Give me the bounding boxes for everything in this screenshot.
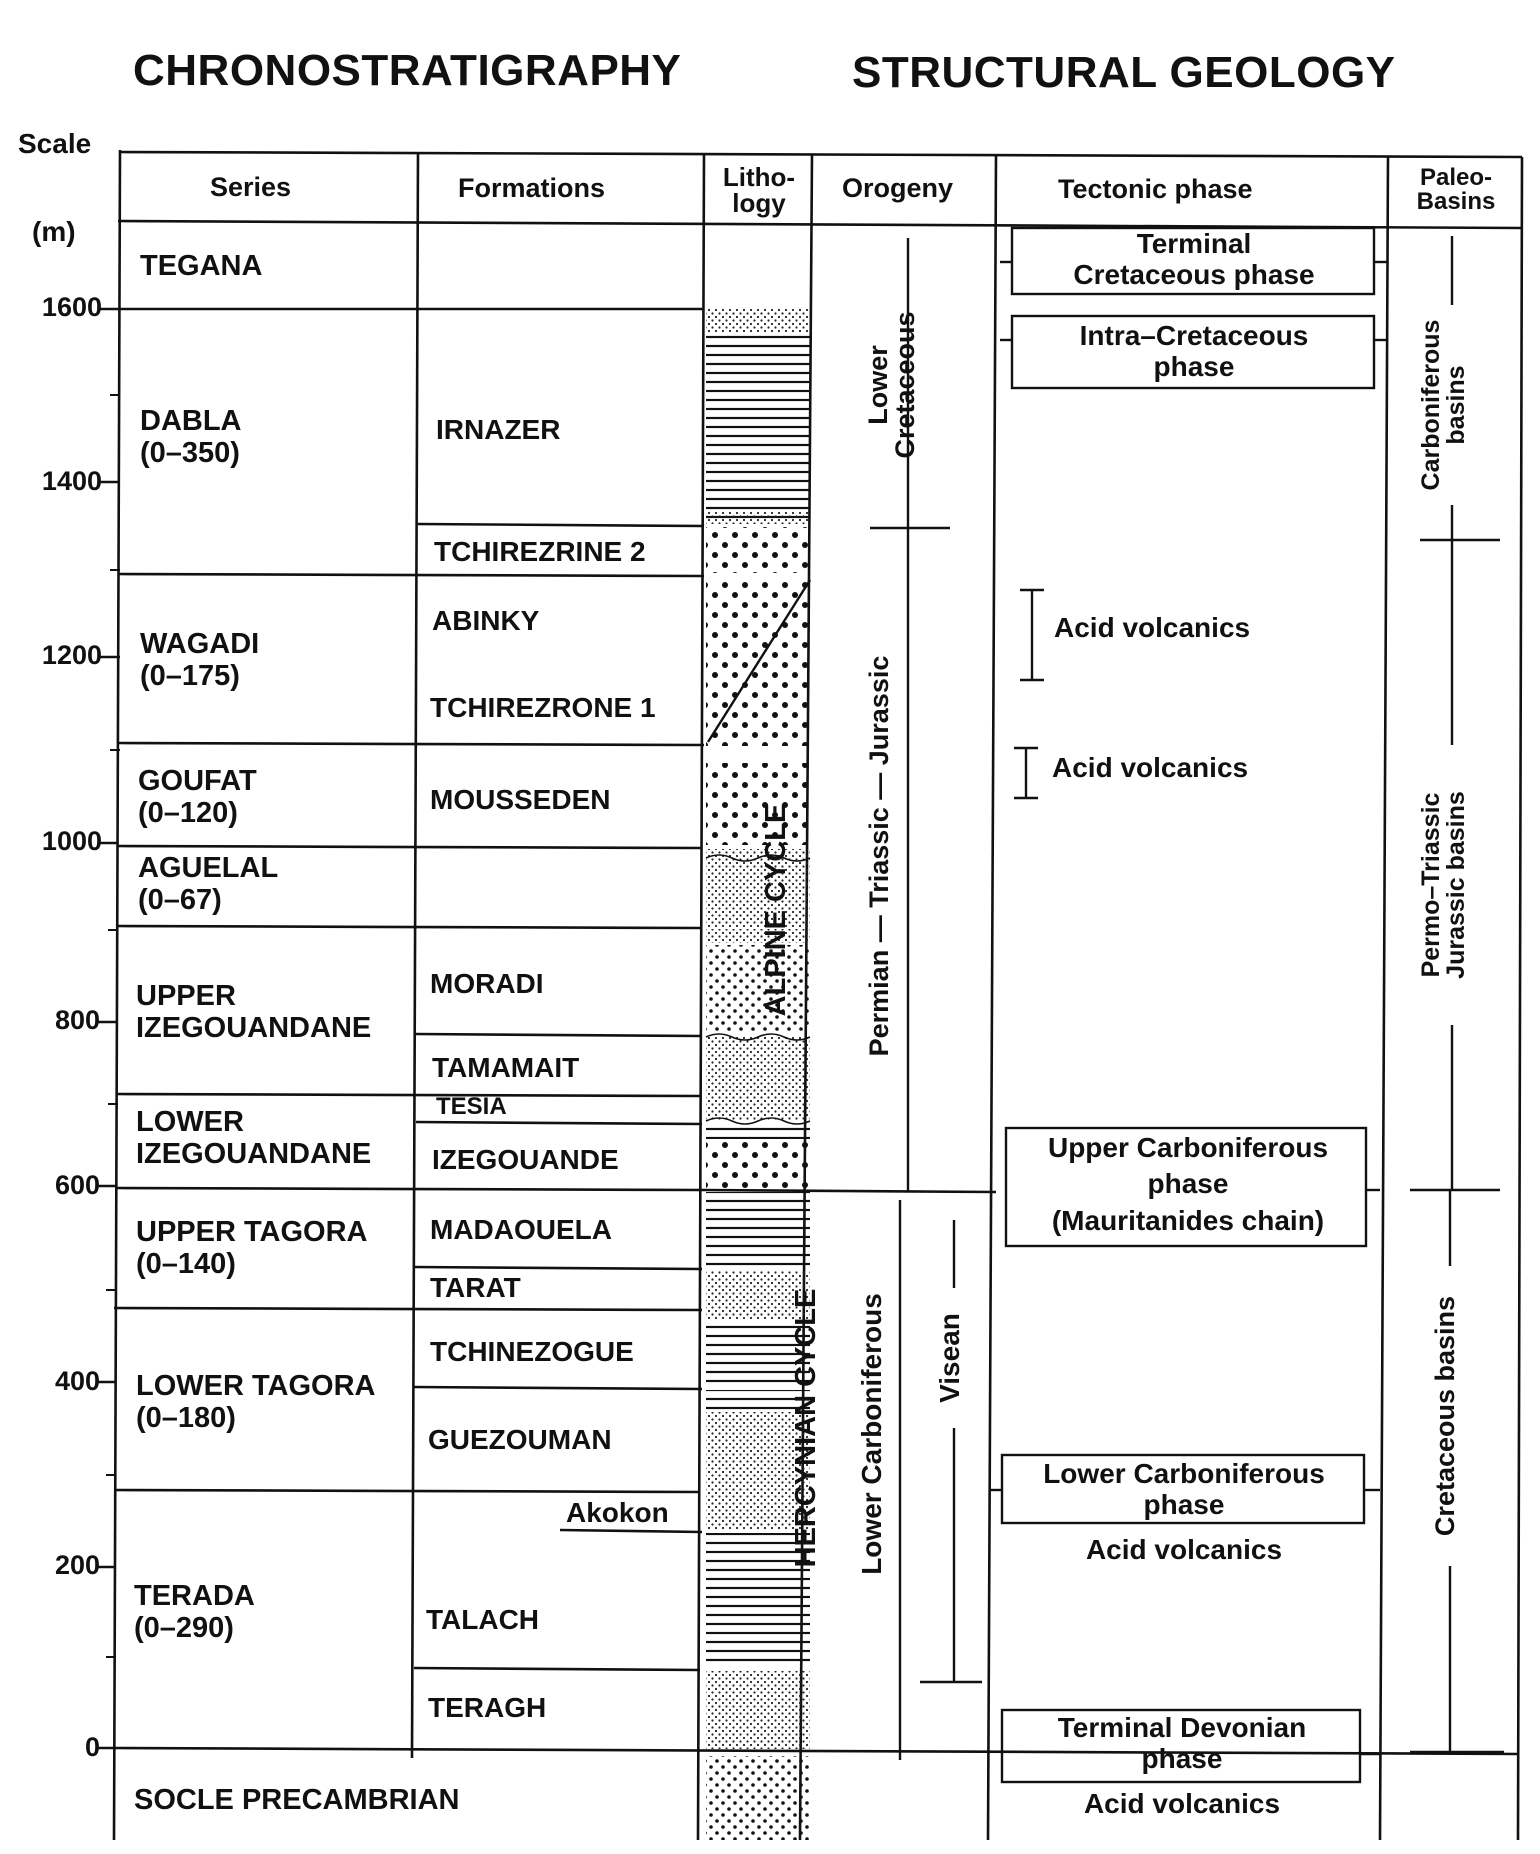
tectonic-acid-volcanics-1: Acid volcanics: [1054, 612, 1251, 643]
series-tegana: TEGANA: [140, 250, 263, 282]
formation-moradi: MORADI: [430, 968, 544, 999]
series-lower-izegouandane: LOWER IZEGOUANDANE: [136, 1106, 372, 1171]
formation-madaouela: MADAOUELA: [430, 1214, 612, 1245]
formation-talach: TALACH: [426, 1604, 540, 1635]
tectonic-acid-volcanics-4: Acid volcanics: [1083, 1788, 1281, 1819]
col-header-tectonic-phase: Tectonic phase: [1058, 174, 1253, 204]
formation-teragh: TERAGH: [428, 1692, 547, 1723]
tectonic-acid-volcanics-3: Acid volcanics: [1085, 1534, 1283, 1565]
tick-1400: 1400: [41, 466, 102, 496]
lower-carboniferous-label: Lower Carboniferous: [858, 1264, 894, 1604]
tectonic-terminal-devonian: Terminal Devonian phase: [1057, 1712, 1307, 1775]
formation-tchinezogue: TCHINEZOGUE: [430, 1336, 634, 1367]
col-header-paleo-basins: Paleo- Basins: [1416, 164, 1496, 215]
tick-1600: 1600: [41, 292, 102, 322]
scale-label: Scale: [18, 128, 92, 159]
formation-tchirezrone-1: TCHIREZRONE 1: [430, 692, 656, 723]
tick-600: 600: [54, 1170, 100, 1200]
formation-tarat: TARAT: [430, 1272, 521, 1303]
formation-abinky: ABINKY: [432, 605, 540, 636]
tectonic-upper-carboniferous: Upper Carboniferous phase (Mauritanides chain): [1047, 1132, 1329, 1236]
col-header-series: Series: [210, 172, 292, 202]
series-goufat: GOUFAT (0–120): [138, 765, 257, 830]
series-aguelal: AGUELAL (0–67): [138, 852, 279, 917]
tectonic-lower-carboniferous: Lower Carboniferous phase: [1043, 1458, 1325, 1521]
formation-tchirezrine-2: TCHIREZRINE 2: [434, 536, 646, 567]
chronostratigraphy-title: CHRONOSTRATIGRAPHY: [133, 46, 682, 95]
formation-guezouman: GUEZOUMAN: [428, 1424, 612, 1455]
series-wagadi: WAGADI (0–175): [140, 628, 260, 693]
series-terada: TERADA (0–290): [134, 1580, 255, 1645]
tectonic-terminal-cretaceous: Terminal Cretaceous phase: [1073, 228, 1315, 291]
formation-izegouande: IZEGOUANDE: [432, 1144, 619, 1175]
tectonic-acid-volcanics-2: Acid volcanics: [1052, 752, 1249, 783]
col-header-orogeny: Orogeny: [842, 173, 954, 203]
tick-1000: 1000: [41, 826, 102, 856]
series-lower-tagora: LOWER TAGORA (0–180): [136, 1370, 376, 1435]
tick-1200: 1200: [41, 640, 102, 670]
series-upper-izegouandane: UPPER IZEGOUANDANE: [136, 980, 372, 1045]
formation-tesia: TESIA: [436, 1093, 507, 1120]
scale-unit: (m): [32, 216, 76, 247]
paleo-carboniferous-basins: Carboniferous basins: [1419, 305, 1489, 505]
series-upper-tagora: UPPER TAGORA (0–140): [136, 1216, 368, 1281]
formation-tamamait: TAMAMAIT: [432, 1052, 580, 1083]
tectonic-intra-cretaceous: Intra–Cretaceous phase: [1079, 320, 1309, 383]
col-header-formations: Formations: [458, 173, 606, 203]
visean-label: Visean: [936, 1288, 972, 1428]
tick-400: 400: [54, 1366, 100, 1396]
tick-800: 800: [54, 1005, 100, 1035]
header-top-line: [120, 152, 1522, 157]
alpine-cycle-label: ALPINE CYCLE: [760, 803, 792, 1017]
tick-200: 200: [54, 1550, 100, 1580]
formation-akokon: Akokon: [566, 1497, 669, 1528]
hercynian-cycle-label: HERCYNIAN CYCLE: [790, 1288, 822, 1568]
formation-irnazer: IRNAZER: [436, 414, 561, 445]
series-dabla: DABLA (0–350): [140, 405, 242, 470]
tick-0: 0: [84, 1732, 100, 1762]
series-socle-precambrian: SOCLE PRECAMBRIAN: [134, 1784, 460, 1816]
paleo-cretaceous-basins: Cretaceous basins: [1432, 1266, 1468, 1566]
permian-triassic-jurassic-label: Permian — Triassic — Jurassic: [866, 586, 902, 1126]
paleo-permo-triassic-jurassic-basins: Permo–Triassic Jurassic basins: [1419, 745, 1489, 1025]
col-header-lithology: Litho- logy: [722, 162, 796, 218]
formation-mousseden: MOUSSEDEN: [430, 784, 611, 815]
structural-geology-title: STRUCTURAL GEOLOGY: [852, 48, 1396, 97]
lower-cretaceous-label: Lower Cretaceous: [863, 311, 920, 459]
